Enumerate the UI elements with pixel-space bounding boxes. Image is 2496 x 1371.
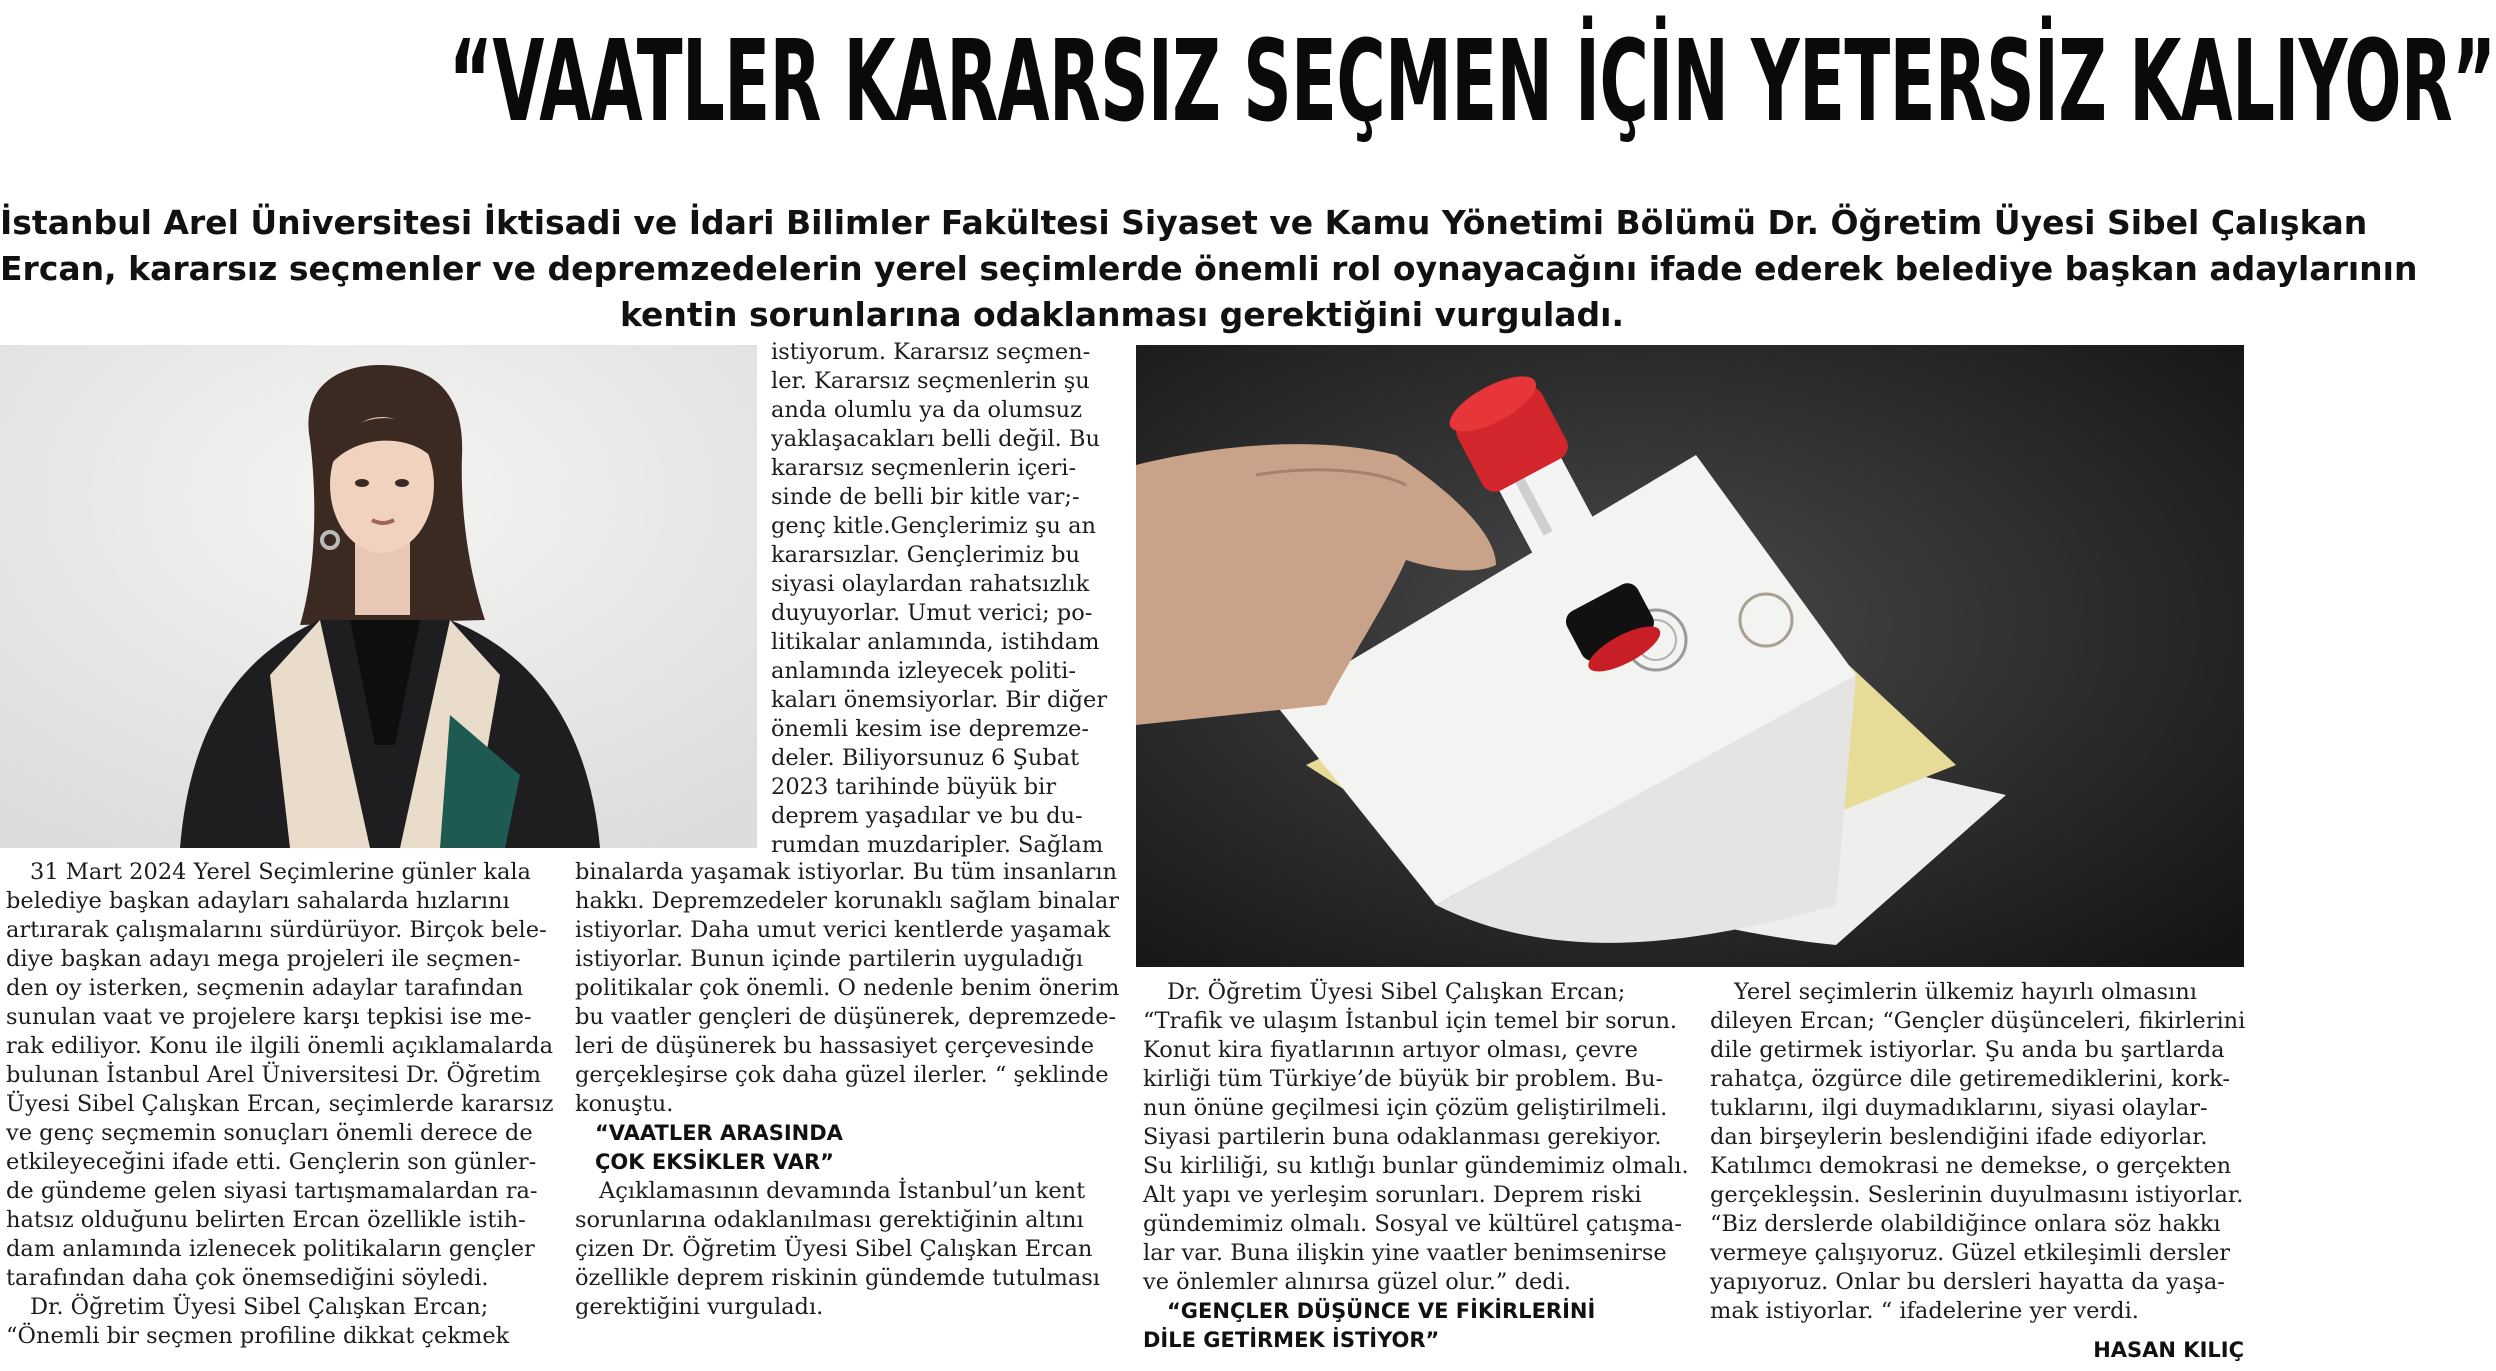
portrait-photo-illustration bbox=[0, 345, 757, 848]
text-line: mak istiyorlar. “ ifadelerine yer verdi. bbox=[1710, 1298, 2139, 1324]
body-text-column-1 bbox=[6, 858, 566, 1351]
lead-line: Ercan, kararsız seçmenler ve depremzedelerin yerel seçimlerde önemli rol oynayacağını ifade ederek belediye başkan adaylarının bbox=[0, 249, 2418, 288]
text-line: genç kitle.Gençlerimiz şu an bbox=[771, 513, 1096, 539]
text-line: kararsızlar. Gençlerimiz bu bbox=[771, 542, 1081, 568]
text-line: nun önüne geçilmesi için çözüm geliştirilmeli. bbox=[1143, 1095, 1668, 1121]
text-line: gerektiğini vurguladı. bbox=[575, 1294, 824, 1320]
text-line: Açıklamasının devamında İstanbul’un kent bbox=[599, 1178, 1086, 1204]
headline: “VAATLER KARARSIZ SEÇMEN İÇİN YETERSİZ KALIYOR” bbox=[448, 17, 2496, 147]
text-line: artırarak çalışmalarını sürdürüyor. Birçok bele- bbox=[6, 917, 547, 943]
lead-line: kentin sorunlarına odaklanması gerektiğini vurguladı. bbox=[619, 295, 1625, 334]
portrait-photo bbox=[0, 345, 757, 848]
text-line: Konut kira fiyatlarının artıyor olması, çevre bbox=[1143, 1037, 1638, 1063]
text-line: özellikle deprem riskinin gündemde tutulması bbox=[575, 1265, 1101, 1291]
text-line: de gündeme gelen siyasi tartışmamalardan ra- bbox=[6, 1178, 538, 1204]
text-line: ler. Kararsız seçmenlerin şu bbox=[771, 368, 1090, 394]
subheading-line: “VAATLER ARASINDA bbox=[595, 1121, 843, 1145]
text-line: leri de düşünerek bu hassasiyet çerçevesinde bbox=[575, 1033, 1095, 1059]
text-line: 31 Mart 2024 Yerel Seçimlerine günler kala bbox=[30, 859, 531, 885]
text-line: sinde de belli bir kitle var;- bbox=[771, 484, 1080, 510]
text-line: kararsız seçmenlerin içeri- bbox=[771, 455, 1077, 481]
text-line: diye başkan adayı mega projeleri ile seçmen- bbox=[6, 946, 521, 972]
text-line: politikalar çok önemli. O nedenle benim önerim bbox=[575, 975, 1120, 1001]
text-line: deprem yaşadılar ve bu du- bbox=[771, 803, 1083, 829]
text-line: 2023 tarihinde büyük bir bbox=[771, 774, 1057, 800]
text-line: sorunlarına odaklanılması gerektiğinin altını bbox=[575, 1207, 1084, 1233]
text-line: hatsız olduğunu belirten Ercan özellikle istih- bbox=[6, 1207, 526, 1233]
text-line: ve genç seçmemin sonuçları önemli derece de bbox=[6, 1120, 533, 1146]
subheading-line: ÇOK EKSİKLER VAR” bbox=[595, 1150, 834, 1174]
subheading-youth bbox=[1143, 1297, 1683, 1355]
text-line: ve önlemler alınırsa güzel olur.” dedi. bbox=[1143, 1269, 1572, 1295]
ballot-stamp-illustration bbox=[1136, 345, 2244, 967]
text-line: Yerel seçimlerin ülkemiz hayırlı olmasını bbox=[1734, 979, 2197, 1005]
text-line: tuklarını, ilgi duymadıklarını, siyasi olaylar- bbox=[1710, 1095, 2208, 1121]
text-line: tarafından daha çok önemsediğini söyledi. bbox=[6, 1265, 489, 1291]
body-text-column-4 bbox=[1710, 978, 2246, 1326]
text-line: dan birşeylerin beslendiğini ifade ediyorlar. bbox=[1710, 1124, 2208, 1150]
subheading-line: “GENÇLER DÜŞÜNCE VE FİKİRLERİNİ bbox=[1167, 1299, 1596, 1323]
text-line: lar var. Buna ilişkin yine vaatler benimsenirse bbox=[1143, 1240, 1667, 1266]
text-line: “Önemli bir seçmen profiline dikkat çekmek bbox=[6, 1323, 510, 1349]
text-line: kirliği tüm Türkiye’de büyük bir problem. Bu- bbox=[1143, 1066, 1664, 1092]
lead-paragraph bbox=[0, 200, 2418, 338]
text-line: bu vaatler gençleri de düşünerek, depremzede- bbox=[575, 1004, 1117, 1030]
text-line: önemli kesim ise depremze- bbox=[771, 716, 1089, 742]
text-line: rak ediliyor. Konu ile ilgili önemli açıklamalarda bbox=[6, 1033, 554, 1059]
text-line: vermeye çalışıyoruz. Güzel etkileşimli dersler bbox=[1710, 1240, 2231, 1266]
text-line: gündemimiz olmalı. Sosyal ve kültürel çatışma- bbox=[1143, 1211, 1682, 1237]
text-line: hakkı. Depremzedeler korunaklı sağlam binalar bbox=[575, 888, 1119, 914]
text-line: den oy isterken, seçmenin adaylar tarafından bbox=[6, 975, 524, 1001]
text-line: dileyen Ercan; “Gençler düşünceleri, fikirlerini bbox=[1710, 1008, 2246, 1034]
text-line: dam anlamında izlenecek politikaların gençler bbox=[6, 1236, 535, 1262]
text-line: “Biz derslerde olabildiğince onlara söz hakkı bbox=[1710, 1211, 2221, 1237]
text-line: duyuyorlar. Umut verici; po- bbox=[771, 600, 1093, 626]
text-line: gerçekleşsin. Seslerinin duyulmasını istiyorlar. bbox=[1710, 1182, 2244, 1208]
text-line: anlamında izleyecek politi- bbox=[771, 658, 1076, 684]
text-line: dile getirmek istiyorlar. Şu anda bu şartlarda bbox=[1710, 1037, 2225, 1063]
text-line: istiyorlar. Bunun içinde partilerin uyguladığı bbox=[575, 946, 1084, 972]
text-line: siyasi olaylardan rahatsızlık bbox=[771, 571, 1090, 597]
text-line: Dr. Öğretim Üyesi Sibel Çalışkan Ercan; bbox=[30, 1294, 489, 1320]
text-line: binalarda yaşamak istiyorlar. Bu tüm insanların bbox=[575, 859, 1118, 885]
body-text-column-3 bbox=[1143, 978, 1689, 1355]
text-line: çizen Dr. Öğretim Üyesi Sibel Çalışkan Ercan bbox=[575, 1236, 1093, 1262]
subheading-promises bbox=[575, 1119, 1135, 1177]
text-line: yaklaşacakları belli değil. Bu bbox=[771, 426, 1100, 452]
text-line: anda olumlu ya da olumsuz bbox=[771, 397, 1082, 423]
text-line: rahatça, özgürce dile getiremediklerini, kork- bbox=[1710, 1066, 2230, 1092]
text-line: Dr. Öğretim Üyesi Sibel Çalışkan Ercan; bbox=[1167, 979, 1626, 1005]
text-line: Siyasi partilerin buna odaklanması gerekiyor. bbox=[1143, 1124, 1662, 1150]
text-line: etkileyeceğini ifade etti. Gençlerin son günler- bbox=[6, 1149, 537, 1175]
text-line: Alt yapı ve yerleşim sorunları. Deprem riski bbox=[1143, 1182, 1642, 1208]
text-line: Katılımcı demokrasi ne demekse, o gerçekten bbox=[1710, 1153, 2232, 1179]
text-line: Üyesi Sibel Çalışkan Ercan, seçimlerde kararsız bbox=[6, 1091, 554, 1117]
text-line: istiyorlar. Daha umut verici kentlerde yaşamak bbox=[575, 917, 1111, 943]
text-line: belediye başkan adayları sahalarda hızlarını bbox=[6, 888, 510, 914]
text-line: kaları önemsiyorlar. Bir diğer bbox=[771, 687, 1108, 713]
text-line: bulunan İstanbul Arel Üniversitesi Dr. Öğretim bbox=[6, 1062, 541, 1088]
text-line: rumdan muzdaripler. Sağlam bbox=[771, 832, 1104, 858]
ballot-stamp-photo bbox=[1136, 345, 2244, 967]
subheading-line: DİLE GETİRMEK İSTİYOR” bbox=[1143, 1328, 1440, 1352]
text-line: “Trafik ve ulaşım İstanbul için temel bir sorun. bbox=[1143, 1008, 1678, 1034]
body-text-column-2 bbox=[575, 858, 1135, 1322]
text-line: litikalar anlamında, istihdam bbox=[771, 629, 1100, 655]
text-line: konuştu. bbox=[575, 1091, 674, 1117]
text-line: deler. Biliyorsunuz 6 Şubat bbox=[771, 745, 1080, 771]
text-line: Su kirliliği, su kıtlığı bunlar gündemimiz olmalı. bbox=[1143, 1153, 1689, 1179]
text-line: gerçekleşirse çok daha güzel ilerler. “ şeklinde bbox=[575, 1062, 1109, 1088]
body-text-top-right bbox=[771, 338, 1126, 860]
text-line: sunulan vaat ve projelere karşı tepkisi ise me- bbox=[6, 1004, 532, 1030]
author-byline: HASAN KILIÇ bbox=[2093, 1338, 2244, 1362]
lead-line: İstanbul Arel Üniversitesi İktisadi ve İdari Bilimler Fakültesi Siyaset ve Kamu Yönetimi Bölümü Dr. Öğretim Üyesi Sibel Çalışkan bbox=[0, 203, 2368, 242]
text-line: yapıyoruz. Onlar bu dersleri hayatta da yaşa- bbox=[1710, 1269, 2225, 1295]
text-line: istiyorum. Kararsız seçmen- bbox=[771, 339, 1091, 365]
